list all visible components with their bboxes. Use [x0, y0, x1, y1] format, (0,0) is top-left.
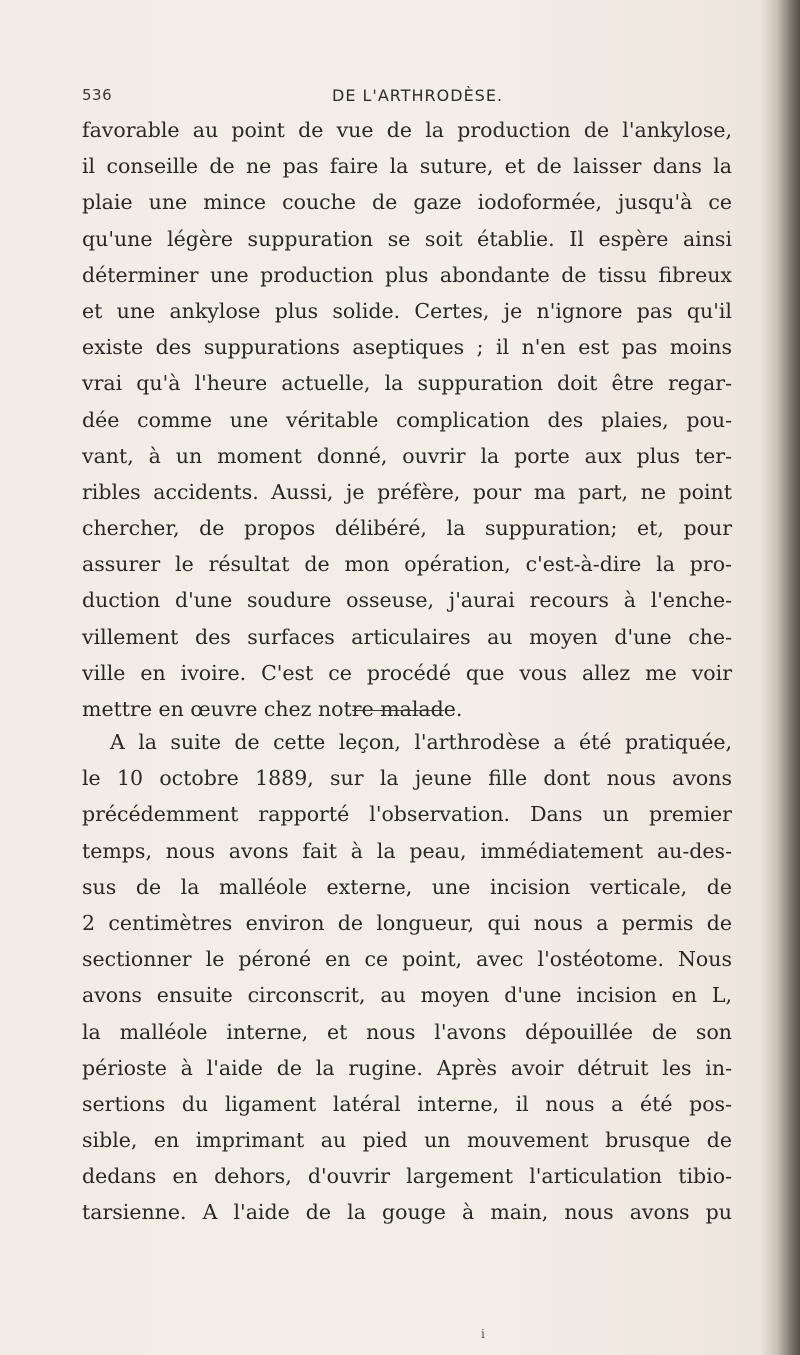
text-line: ribles accidents. Aussi, je préfère, pour ma part, ne point: [82, 479, 732, 504]
text-line: il conseille de ne pas faire la suture, et de laisser dans la: [82, 154, 732, 179]
text-line: duction d'une soudure osseuse, j'aurai recours à l'enche-: [82, 588, 732, 613]
page-binding-edge: [778, 0, 800, 1355]
text-line: ville en ivoire. C'est ce procédé que vous allez me voir: [82, 660, 732, 685]
text-line: mettre en œuvre chez notre malade.: [82, 697, 463, 721]
text-line: sectionner le péroné en ce point, avec l'ostéotome. Nous: [82, 947, 732, 972]
running-head: DE L'ARTHRODÈSE.: [332, 86, 504, 105]
text-line: avons ensuite circonscrit, au moyen d'une incision en L,: [82, 983, 732, 1008]
text-line: la malléole interne, et nous l'avons dépouillée de son: [82, 1019, 732, 1044]
text-line: sertions du ligament latéral interne, il nous a été pos-: [82, 1091, 732, 1116]
text-line: et une ankylose plus solide. Certes, je n'ignore pas qu'il: [82, 298, 732, 323]
text-line: plaie une mince couche de gaze iodoformée, jusqu'à ce: [82, 190, 732, 215]
text-line: temps, nous avons fait à la peau, immédiatement au-des-: [82, 838, 732, 863]
text-line: 2 centimètres environ de longueur, qui nous a permis de: [82, 910, 732, 935]
text-line: tarsienne. A l'aide de la gouge à main, nous avons pu: [82, 1200, 732, 1225]
text-line: existe des suppurations aseptiques ; il n'en est pas moins: [82, 335, 732, 360]
text-line: dée comme une véritable complication des plaies, pou-: [82, 407, 732, 432]
text-line: assurer le résultat de mon opération, c'est-à-dire la pro-: [82, 552, 732, 577]
text-line: sible, en imprimant au pied un mouvement brusque de: [82, 1128, 732, 1153]
text-line: sus de la malléole externe, une incision verticale, de: [82, 874, 732, 899]
paragraph-2: [82, 724, 732, 1231]
text-line: le 10 octobre 1889, sur la jeune fille dont nous avons: [82, 766, 732, 791]
text-line: vant, à un moment donné, ouvrir la porte aux plus ter-: [82, 443, 732, 468]
text-line: précédemment rapporté l'observation. Dans un premier: [82, 802, 732, 827]
text-line: déterminer une production plus abondante de tissu fibreux: [82, 262, 732, 287]
page-number: 536: [82, 86, 113, 104]
text-line: périoste à l'aide de la rugine. Après avoir détruit les in-: [82, 1055, 732, 1080]
paragraph-1: [82, 112, 732, 727]
text-line: villement des surfaces articulaires au moyen d'une che-: [82, 624, 732, 649]
text-line: vrai qu'à l'heure actuelle, la suppuration doit être regar-: [82, 371, 732, 396]
text-line: A la suite de cette leçon, l'arthrodèse a été pratiquée,: [110, 730, 732, 754]
text-line: qu'une légère suppuration se soit établie. Il espère ainsi: [82, 226, 732, 251]
section-separator-rule: [352, 710, 444, 711]
text-line: dedans en dehors, d'ouvrir largement l'articulation tibio-: [82, 1164, 732, 1189]
footer-mark: i: [481, 1327, 485, 1341]
text-line: favorable au point de vue de la production de l'ankylose,: [82, 118, 732, 142]
text-line: chercher, de propos délibéré, la suppuration; et, pour: [82, 516, 732, 541]
